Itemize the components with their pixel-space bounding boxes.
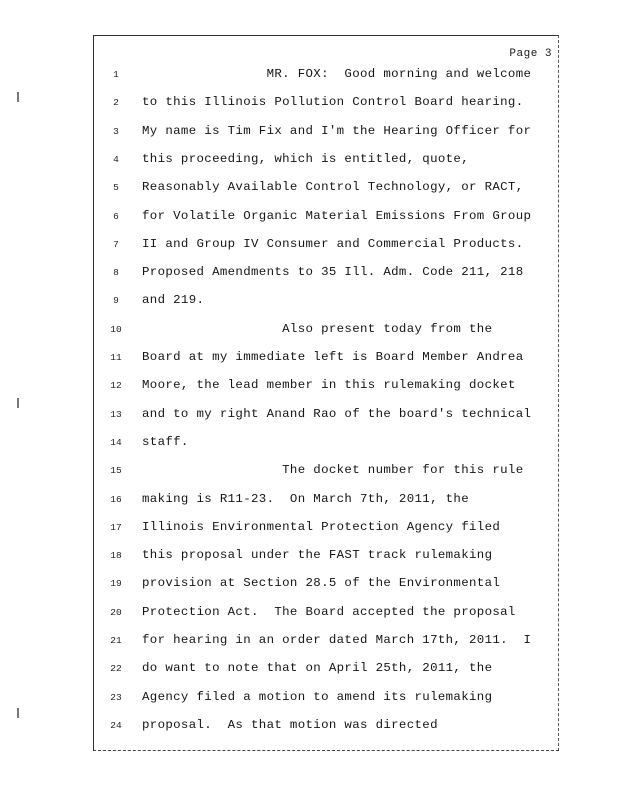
- transcript-line: for Volatile Organic Material Emissions From Group: [142, 208, 532, 223]
- scan-mark-top: [17, 92, 19, 102]
- transcript-page: [93, 35, 559, 751]
- line-number: 20: [110, 606, 122, 618]
- transcript-line: staff.: [142, 434, 189, 449]
- line-number: 4: [113, 153, 119, 165]
- line-number: 22: [110, 663, 122, 675]
- transcript-line: Agency filed a motion to amend its rulemaking: [142, 689, 493, 704]
- transcript-line: this proposal under the FAST track rulemaking: [142, 548, 493, 563]
- transcript-line: this proceeding, which is entitled, quote,: [142, 151, 469, 166]
- transcript-line: Illinois Environmental Protection Agency filed: [142, 519, 501, 534]
- line-number: 5: [113, 182, 119, 194]
- line-number: 14: [110, 436, 122, 448]
- transcript-line: II and Group IV Consumer and Commercial Products.: [142, 236, 524, 251]
- line-number: 12: [110, 380, 122, 392]
- line-number: 19: [110, 578, 122, 590]
- line-number: 18: [110, 550, 122, 562]
- transcript-line: Protection Act. The Board accepted the proposal: [142, 604, 516, 619]
- transcript-line: do want to note that on April 25th, 2011, the: [142, 661, 493, 676]
- transcript-line: Also present today from the: [142, 321, 493, 336]
- line-number: 16: [110, 493, 122, 505]
- scan-mark-middle: [17, 398, 19, 408]
- line-number: 7: [113, 238, 119, 250]
- transcript-line: and 219.: [142, 293, 205, 308]
- transcript-line: Board at my immediate left is Board Member Andrea: [142, 350, 524, 364]
- scan-mark-bottom: [17, 708, 19, 718]
- line-number: 8: [113, 267, 119, 279]
- transcript-line: for hearing in an order dated March 17th, 2011. I: [142, 633, 532, 647]
- line-number: 13: [110, 408, 122, 420]
- line-number: 17: [110, 521, 122, 533]
- line-number: 11: [110, 352, 122, 363]
- transcript-line: The docket number for this rule: [142, 463, 524, 478]
- transcript-line: Moore, the lead member in this rulemaking docket: [142, 378, 516, 393]
- line-number: 9: [113, 295, 119, 307]
- line-number: 21: [110, 635, 122, 646]
- transcript-line: to this Illinois Pollution Control Board hearing.: [142, 95, 524, 110]
- line-number: 23: [110, 691, 122, 703]
- line-number: 24: [110, 719, 122, 731]
- transcript-line: Proposed Amendments to 35 Ill. Adm. Code 211, 218: [142, 265, 524, 280]
- line-number: 2: [113, 97, 119, 109]
- line-number: 6: [113, 210, 119, 222]
- transcript-line: MR. FOX: Good morning and welcome: [142, 67, 532, 81]
- line-number: 10: [110, 323, 122, 335]
- page-number: Page 3: [509, 48, 552, 60]
- transcript-line: proposal. As that motion was directed: [142, 717, 438, 732]
- transcript-line: Reasonably Available Control Technology, or RACT,: [142, 180, 524, 195]
- transcript-line: provision at Section 28.5 of the Environmental: [142, 576, 501, 591]
- transcript-line: My name is Tim Fix and I'm the Hearing Officer for: [142, 123, 532, 138]
- transcript-line: making is R11-23. On March 7th, 2011, the: [142, 491, 469, 506]
- line-number: 1: [113, 69, 119, 80]
- line-number: 15: [110, 465, 122, 477]
- line-number: 3: [113, 125, 119, 137]
- transcript-line: and to my right Anand Rao of the board's technical: [142, 406, 532, 421]
